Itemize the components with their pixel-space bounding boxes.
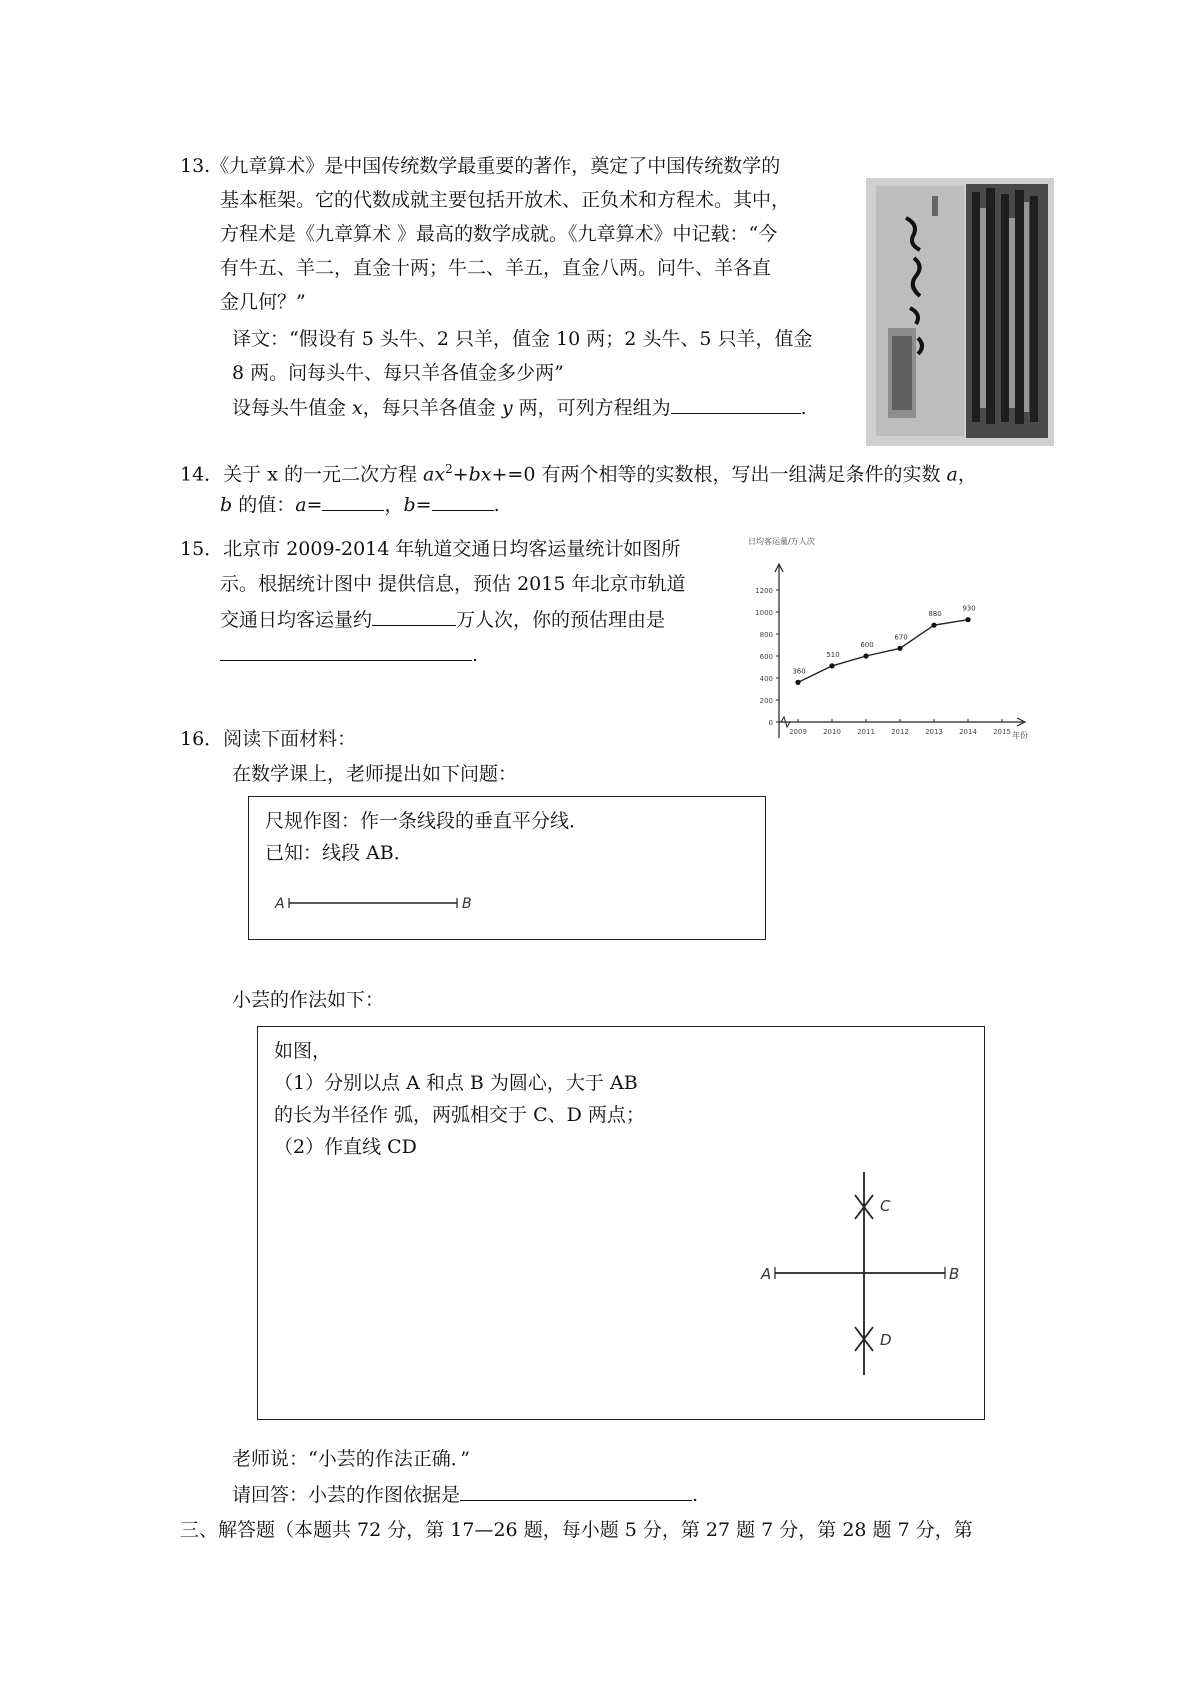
problem-line-2: 已知：线段 AB． [265, 842, 413, 864]
q16-line-4: 老师说：“小芸的作法正确．” [232, 1448, 470, 1470]
data-label: 670 [894, 633, 908, 642]
q13-text-a: 设每头牛值金 [232, 397, 353, 419]
x-tick-label: 2015 [993, 728, 1011, 736]
q13-line-2: 基本框架。它的代数成就主要包括开放术、正负术和方程术。其中， [220, 189, 791, 211]
q14-line-1 [180, 455, 977, 488]
q16-period: . [692, 1484, 699, 1506]
q14-line-2 [220, 490, 500, 519]
q14-period: . [493, 494, 500, 516]
y-tick-label: 1000 [755, 609, 773, 617]
q13-line-5: 金几何？” [220, 291, 306, 313]
data-label: 880 [928, 610, 942, 619]
q16-line-2: 在数学课上，老师提出如下问题： [232, 763, 518, 785]
q14-text-b: +=0 有两个相等的实数根，写出一组满足条件的实数 [491, 463, 947, 486]
data-label: 510 [826, 650, 840, 659]
method-line-3: 的长为半径作 弧，两弧相交于 C、D 两点； [274, 1104, 645, 1126]
x-tick-label: 2014 [959, 728, 977, 736]
problem-line-1: 尺规作图：作一条线段的垂直平分线． [265, 810, 589, 832]
data-label: 930 [962, 604, 976, 613]
y-tick-label: 0 [768, 719, 773, 727]
x-tick-label: 2011 [857, 728, 875, 736]
comma: ， [957, 463, 977, 486]
var-x: x [352, 397, 363, 419]
answer-blank-15a[interactable] [372, 605, 456, 626]
separator: ， [384, 494, 404, 516]
x-axis-label: 年份 [1012, 731, 1028, 740]
y-tick-label: 1200 [755, 587, 773, 595]
y-tick-label: 600 [759, 653, 773, 661]
answer-blank-14b[interactable] [432, 490, 494, 511]
x-tick-label: 2009 [789, 728, 807, 736]
data-label: 360 [792, 667, 806, 676]
answer-blank-16[interactable] [460, 1480, 692, 1501]
q15-period: . [472, 644, 479, 666]
section-3-heading: 三、解答题（本题共 72 分，第 17—26 题，每小题 5 分，第 27 题 7 分，第 28 题 7 分，第 [180, 1519, 973, 1541]
q15-line-2: 示。根据统计图中 提供信息，预估 2015 年北京市轨道 [220, 573, 686, 595]
q13-period: . [800, 397, 807, 419]
q14-text-c: 的值： [232, 494, 296, 516]
equals-2: = [415, 494, 432, 516]
x-tick-label: 2012 [891, 728, 909, 736]
data-point [897, 646, 902, 651]
segment-ab-figure [249, 797, 765, 939]
q15-text-b: 万人次，你的预估理由是 [456, 609, 666, 631]
q13-line-8 [232, 393, 807, 422]
q16-line-1: 16．阅读下面材料： [180, 728, 357, 750]
point-d-label: D [880, 1331, 892, 1349]
q13-translation-line-2: 8 两。问每头牛、每只羊各值金多少两” [232, 362, 564, 384]
answer-blank-14a[interactable] [322, 490, 384, 511]
var-x: x [434, 463, 446, 486]
ridership-chart [740, 532, 1030, 747]
answer-blank-13[interactable] [671, 393, 801, 414]
method-box [257, 1026, 985, 1420]
data-point [863, 653, 868, 658]
y-tick-label: 800 [759, 631, 773, 639]
q13-translation-line-1: 译文：“假设有 5 头牛、2 只羊，值金 10 两；2 头牛、5 只羊，值金 [232, 328, 813, 350]
y-tick-label: 400 [759, 675, 773, 683]
book-cover-image [866, 178, 1054, 446]
var-a3: a [295, 494, 307, 516]
data-point [795, 680, 800, 685]
problem-box [248, 796, 766, 940]
method-line-2: （1）分别以点 A 和点 B 为圆心，大于 AB [274, 1072, 638, 1094]
q13-text-b: ，每只羊各值金 [362, 397, 502, 419]
point-c-label: C [880, 1197, 891, 1215]
var-x2: x [480, 463, 492, 486]
q15-line-1: 15．北京市 2009-2014 年轨道交通日均客运量统计如图所 [180, 538, 681, 560]
chart-svg [740, 532, 1030, 747]
answer-blank-15b[interactable] [220, 640, 472, 661]
q16-line-5 [232, 1480, 698, 1509]
x-tick-label: 2013 [925, 728, 943, 736]
var-b: b [468, 463, 481, 486]
method-line-1: 如图， [274, 1040, 332, 1062]
q16-line-3: 小芸的作法如下： [232, 989, 385, 1011]
data-point [965, 617, 970, 622]
perpendicular-bisector-figure [258, 1027, 984, 1419]
var-a2: a [946, 463, 958, 486]
exponent: 2 [445, 462, 453, 476]
q13-line-3: 方程术是《九章算术 》最高的数学成就。《九章算术》中记载：“今 [220, 223, 778, 245]
series-line [798, 620, 968, 683]
var-b3: b [403, 494, 416, 516]
data-label: 600 [860, 641, 874, 649]
y-tick-label: 200 [759, 697, 773, 705]
q15-line-3 [220, 605, 665, 634]
q15-text-a: 交通日均客运量约 [220, 609, 373, 631]
var-b2: b [220, 494, 233, 516]
q13-text-c: 两，可列方程组为 [512, 397, 671, 419]
point-b-label: B [462, 896, 472, 912]
q15-line-4 [220, 640, 478, 669]
equals-1: = [306, 494, 323, 516]
data-point [829, 663, 834, 668]
method-line-4: （2）作直线 CD [274, 1136, 417, 1158]
point-b-label: B [949, 1265, 960, 1283]
q14-text-a: 14．关于 x 的一元二次方程 [180, 463, 424, 486]
q13-line-4: 有牛五、羊二，直金十两；牛二、羊五，直金八两。问牛、羊各直 [220, 257, 772, 279]
q13-line-1: 13.《九章算术》是中国传统数学最重要的著作，奠定了中国传统数学的 [180, 155, 781, 177]
x-tick-label: 2010 [823, 728, 841, 736]
var-a: a [423, 463, 435, 486]
q16-text-a: 请回答：小芸的作图依据是 [232, 1484, 461, 1506]
point-a-label: A [761, 1265, 772, 1283]
var-y: y [501, 397, 513, 419]
chart-title: 日均客运量/万人次 [748, 537, 815, 546]
data-point [931, 623, 936, 628]
point-a-label: A [275, 896, 285, 912]
plus-sign: + [452, 463, 469, 486]
